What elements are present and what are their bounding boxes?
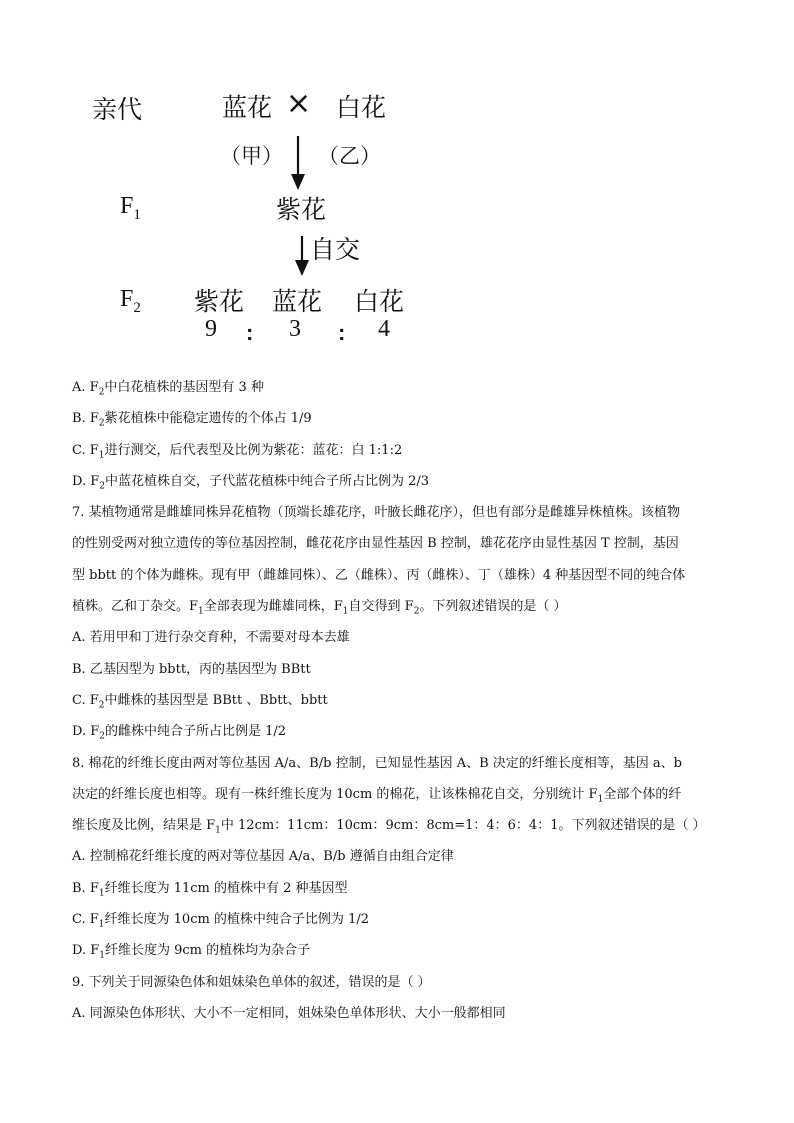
parent-blue-tag: （甲） xyxy=(220,144,283,168)
down-arrow-icon xyxy=(292,234,312,278)
cross-symbol: × xyxy=(286,86,312,121)
f2-purple-flower: 紫花 xyxy=(194,287,245,316)
q6-option-b: B. $F_2$紫花植株中能稳定遗传的个体占 1/9 xyxy=(72,411,312,429)
q9-stem: 9. 下列关于同源染色体和姐妹染色单体的叙述，错误的是（ ） xyxy=(72,974,431,990)
q9-option-a: A. 同源染色体形状、大小不一定相同，姐妹染色单体形状、大小一般都相同 xyxy=(72,1005,506,1021)
ratio-colon: : xyxy=(338,320,346,345)
selfing-label: 自交 xyxy=(310,235,361,264)
f2-label: $F_2$ xyxy=(120,286,141,316)
q7-stem-line: 的性别受两对独立遗传的等位基因控制，雌花花序由显性基因 B 控制，雄花花序由显性基因 T 控制，基因 xyxy=(72,536,679,552)
q7-stem-line: 植株。乙和丁杂交。$F_1$全部表现为雌雄同株，$F_1$自交得到 $F_2$。下列叙述错误的是（ ） xyxy=(72,599,567,617)
f2-blue-flower: 蓝花 xyxy=(272,287,323,316)
q8-option-a: A. 控制棉花纤维长度的两对等位基因 A/a、B/b 遵循自由组合定律 xyxy=(72,849,454,865)
q7-option-d: D. $F_2$的雌株中纯合子所占比例是 1/2 xyxy=(72,724,287,742)
q8-stem-line: 8. 棉花的纤维长度由两对等位基因 A/a、B/b 控制，已知显性基因 A、B 决定的纤维长度相等，基因 a、b xyxy=(72,755,682,771)
down-arrow-icon xyxy=(288,134,308,192)
f1-purple-flower: 紫花 xyxy=(276,195,327,224)
cross-diagram xyxy=(0,0,794,360)
q8-option-d: D. $F_1$纤维长度为 9cm 的植株均为杂合子 xyxy=(72,943,311,961)
parent-generation-label: 亲代 xyxy=(92,95,143,124)
q6-option-d: D. $F_2$中蓝花植株自交，子代蓝花植株中纯合子所占比例为 2/3 xyxy=(72,473,430,492)
ratio-purple: 9 xyxy=(205,316,217,342)
q8-stem-line: 决定的纤维长度也相等。现有一株纤维长度为 10cm 的棉花，让该株棉花自交，分别统计 $F_1$全部个体的纤 xyxy=(72,786,682,805)
q7-option-b: B. 乙基因型为 bbtt，丙的基因型为 BBtt xyxy=(72,661,311,677)
q7-stem-line: 7. 某植物通常是雌雄同株异花植物（顶端长雄花序，叶腋长雌花序），但也有部分是雌雄异株植株。该植物 xyxy=(72,505,681,521)
q8-stem-line: 维长度及比例，结果是 $F_1$中 12cm：11cm：10cm：9cm：8cm=1：4：6：4：1。下列叙述错误的是（ ） xyxy=(72,818,706,836)
parent-white-flower: 白花 xyxy=(336,93,387,122)
ratio-colon: : xyxy=(246,320,254,345)
q7-option-c: C. $F_2$中雌株的基因型是 BBtt 、Bbtt、bbtt xyxy=(72,692,328,711)
q7-stem-line: 型 bbtt 的个体为雌株。现有甲（雌雄同株）、乙（雌株）、丙（雌株）、丁（雄株）4 种基因型不同的纯合体 xyxy=(72,567,686,583)
parent-white-tag: （乙） xyxy=(318,144,381,168)
q8-option-c: C. $F_1$纤维长度为 10cm 的植株中纯合子比例为 1/2 xyxy=(72,912,369,930)
q6-option-a: A. $F_2$中白花植株的基因型有 3 种 xyxy=(72,380,264,398)
parent-blue-flower: 蓝花 xyxy=(222,93,273,122)
q6-option-c: C. $F_1$进行测交，后代表型及比例为紫花：蓝花：白 1:1:2 xyxy=(72,442,403,461)
q7-option-a: A. 若用甲和丁进行杂交育种，不需要对母本去雄 xyxy=(72,630,350,646)
ratio-blue: 3 xyxy=(289,316,301,342)
f1-label: $F_1$ xyxy=(120,193,141,223)
ratio-white: 4 xyxy=(378,316,390,342)
q8-option-b: B. $F_1$纤维长度为 11cm 的植株中有 2 种基因型 xyxy=(72,880,348,899)
f2-white-flower: 白花 xyxy=(354,287,405,316)
question-text xyxy=(72,372,752,1029)
